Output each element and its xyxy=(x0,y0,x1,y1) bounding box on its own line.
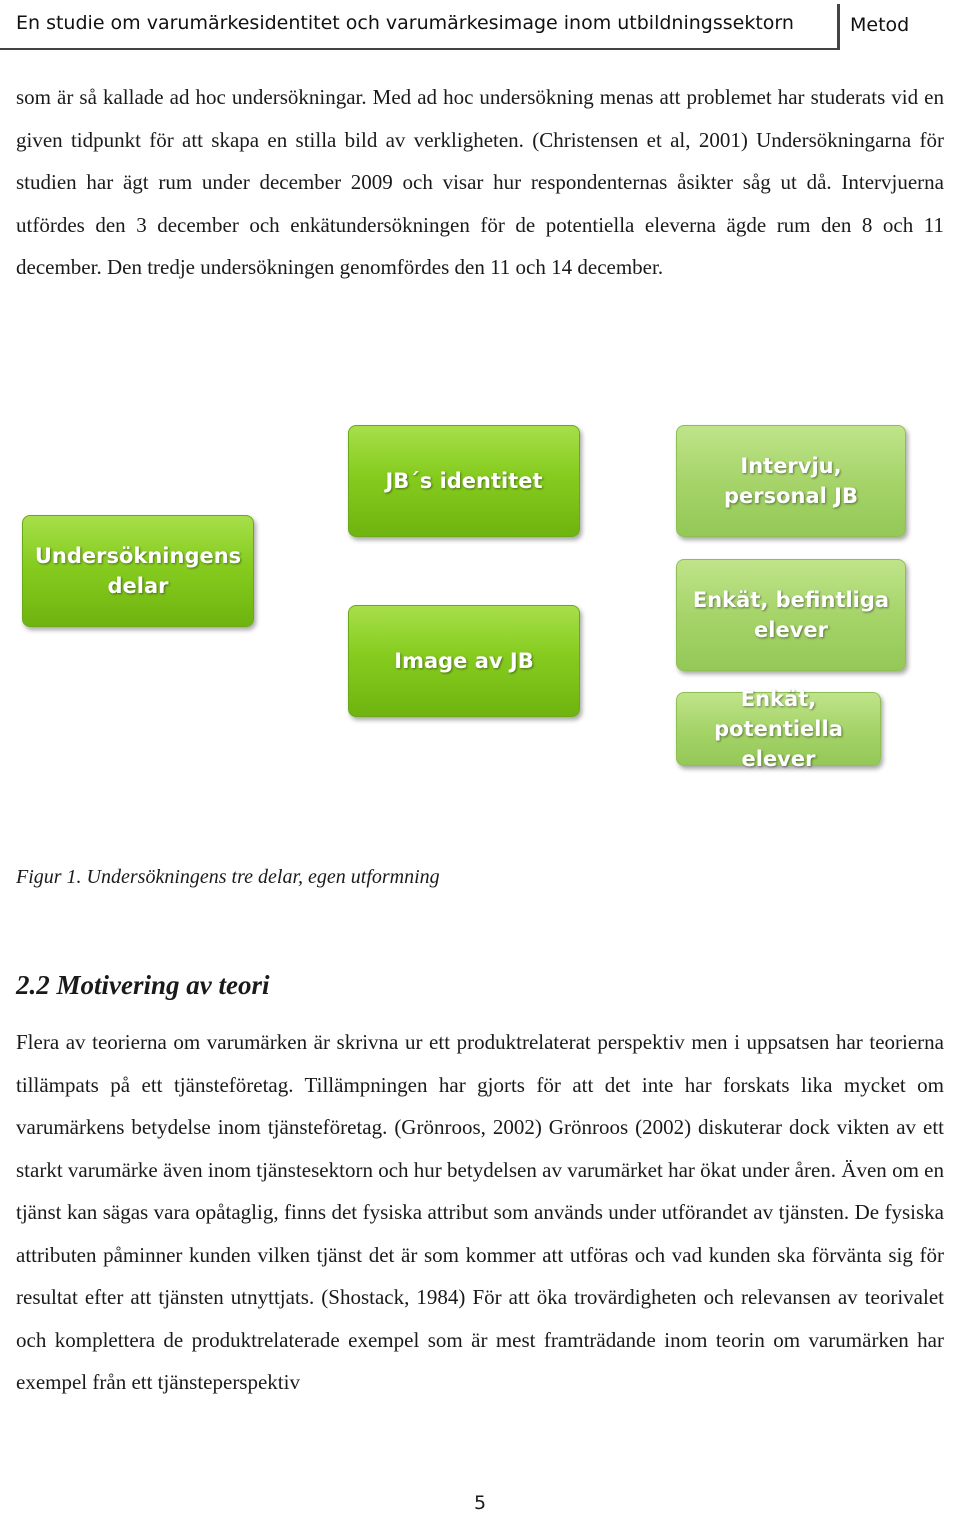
body-paragraph: Flera av teorierna om varumärken är skrivna ur ett produktrelaterat perspektiv men i uppsatsen har teorierna tillämpats på ett tjänsteföretag. Tillämpningen har gjorts för att det inte har forskats lika mycket om varumärkens betydelse inom tjänsteföretag. (Grönroos, 2002) Grönroos (2002) diskuterar dock vikten av ett starkt varumärke även inom tjänstesektorn och hur betydelsen av varumärket har ökat under åren. Även om en tjänst kan sägas vara opåtaglig, finns det fysiska attribut som används under utförandet av tjänsten. De fysiska attributen påminner kunden vilken tjänst det är som kommer att utföras och vad kunden ska förvänta sig för resultat efter att tjänsten utnyttjats. (Shostack, 1984) För att öka trovärdigheten och relevansen av teorivalet och komplettera de produktrelaterade exempel som är mest framträdande inom teorin om varumärken har exempel från ett tjänsteperspektiv xyxy=(16,1030,944,1394)
diagram-identity-box: JB´s identitet xyxy=(348,425,580,537)
section-label: Metod xyxy=(850,14,910,36)
page-header xyxy=(0,0,960,50)
running-title: En studie om varumärkesidentitet och varumärkesimage inom utbildningssektorn xyxy=(16,12,794,34)
diagram-interview-box: Intervju, personal JB xyxy=(676,425,906,537)
header-rule xyxy=(0,48,840,50)
header-divider xyxy=(837,4,840,48)
diagram-root-box: Undersökningens delar xyxy=(22,515,254,627)
diagram-survey-potential-box: Enkät, potentiella elever xyxy=(676,692,881,766)
diagram-survey-current-box: Enkät, befintliga elever xyxy=(676,559,906,671)
section-heading: 2.2 Motivering av teori xyxy=(16,970,270,1000)
diagram-image-box: Image av JB xyxy=(348,605,580,717)
page-number: 5 xyxy=(473,1492,487,1514)
body-paragraph: som är så kallade ad hoc undersökningar. Med ad hoc undersökning menas att problemet har studerats vid en given tidpunkt för att skapa en stilla bild av verkligheten. (Christensen et al, 2001) Undersökningarna för studien har ägt rum under december 2009 och visar hur respondenternas åsikter såg ut då. Intervjuerna utfördes den 3 december och enkätundersökningen för de potentiella eleverna ägde rum den 8 och 11 december. Den tredje undersökningen genomfördes den 11 och 14 december. xyxy=(16,85,944,279)
figure-caption: Figur 1. Undersökningens tre delar, egen utformning xyxy=(16,866,440,888)
